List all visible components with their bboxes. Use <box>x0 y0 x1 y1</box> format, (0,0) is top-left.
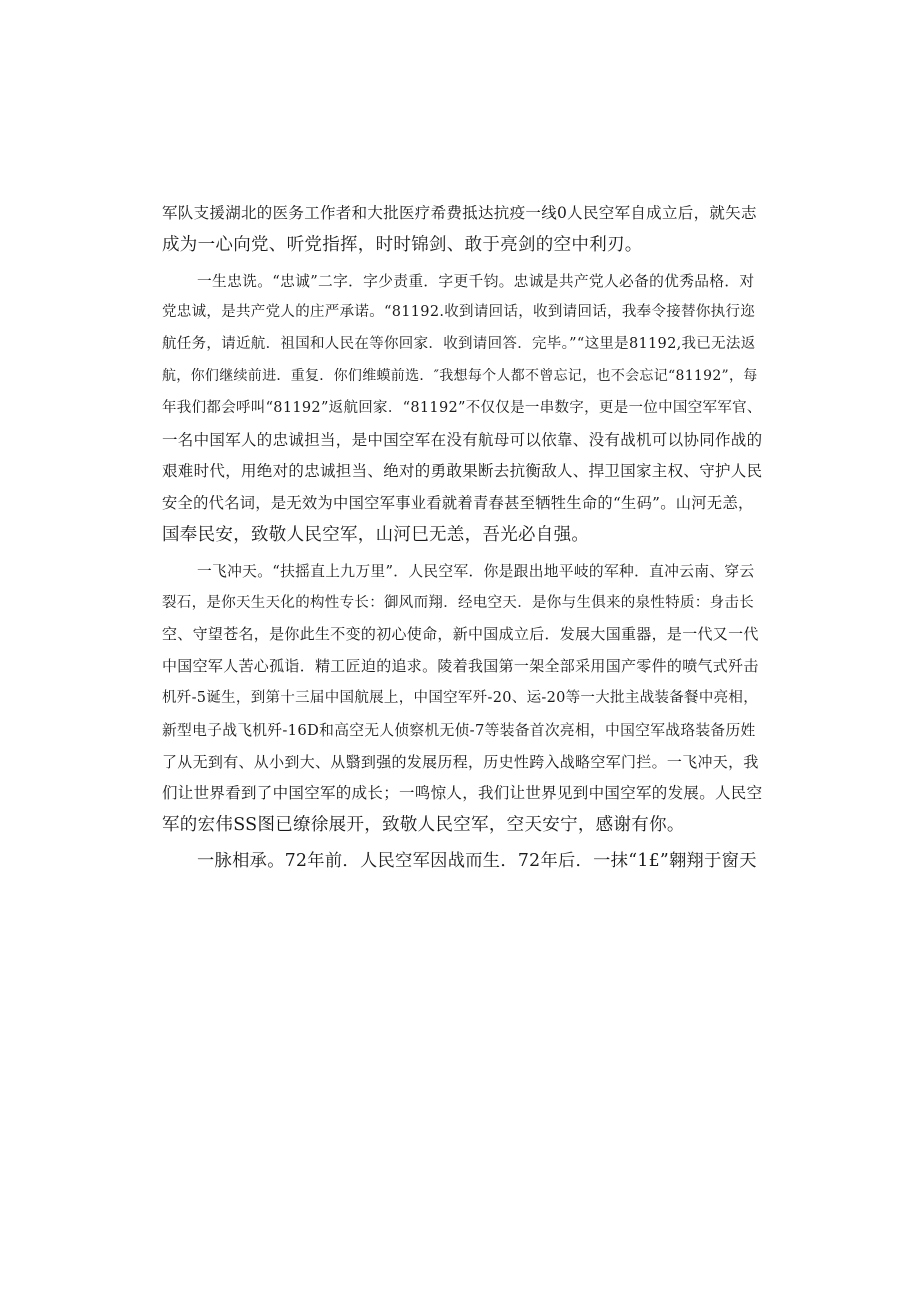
text-line: 艰难时代，用绝对的忠诚担当、绝对的勇敢果断去抗衡敌人、捍卫国家主权、守护人民 <box>162 462 763 481</box>
paragraph-start-soaring: 一飞冲天。“扶摇直上九万里”．人民空军．你是跟出地平岐的军种．直冲云南、穿云 <box>197 562 755 580</box>
text-line: 国奉民安，致敬人民空军，山河巳无恙，吾光必自强。 <box>162 524 590 545</box>
text-line: 军的宏伟SS图已缭徐展开，致敬人民空军，空天安宁，感谢有你。 <box>162 815 685 836</box>
text-line: 裂石，是你天生天化的构性专长：御风而翔．经电空天．是你与生俱来的泉性特质：身击长 <box>162 594 754 611</box>
text-line: 们让世界看到了中国空军的成长；一鸣惊人，我们让世界见到中国空军的发展。人民空 <box>162 784 763 803</box>
text-line: 军队支援湖北的医务工作者和大批医疗希费抵达抗疫一线0人民空军自成立后，就矢志 <box>162 204 757 222</box>
text-line: 中国空军人苦心孤诣．精工匠迫的追求。陵着我国第一架全部采用国产零件的喷气式歼击 <box>162 657 759 676</box>
text-line: 党忠诚，是共产党人的庄严承诺。“81192.收到请回话，收到请回话，我奉令接替你执行迩 <box>162 304 756 321</box>
text-line: 成为一心向党、听党指挥，时时锦剑、敢于亮剑的空中利刃。 <box>162 234 643 255</box>
article-body <box>162 198 762 878</box>
text-line: 航任务，请近航．祖国和人民在等你回家．收到请回答．完毕。”“这里是81192,我已无法返 <box>162 336 756 353</box>
text-line: 了从无到有、从小到大、从翳到强的发展历程，历史性跨入战略空军门拦。一飞冲天，我 <box>162 752 759 771</box>
text-line: 航，你们继续前进．重复．你们维蟆前选．″我想每个人都不曾忘记，也不会忘记“81192”，每 <box>162 367 758 384</box>
paragraph-start-lineage: 一脉相承。72年前．人民空军因战而生．72年后．一抹“1£”翱翔于窗天 <box>197 850 757 871</box>
text-line: 一名中国军人的忠诚担当，是中国空军在没有航母可以依靠、没有战机可以协同作战的 <box>162 430 763 449</box>
text-line: 安全的代名词，是无效为中国空军事业看就着青春甚至牺牲生命的“生码”。山河无恙， <box>162 494 754 513</box>
text-line: 年我们都会呼叫“81192”返航回家．“81192”不仅仅是一串数字，更是一位中国空军军官、 <box>162 399 762 416</box>
text-line: 机歼-5诞生，到第十三届中国航展上，中国空军歼-20、运-20等一大批主战装备餐中亮相， <box>162 689 759 706</box>
text-line: 空、守望苍名，是你此生不变的初心使命，新中国成立后．发展大国重器，是一代又一代 <box>162 625 759 644</box>
text-line: 新型电子战飞机歼-16D和高空无人侦察机无侦-7等装备首次亮相，中国空军战珞装备历姓 <box>162 721 756 739</box>
paragraph-start-loyalty: 一生忠诜。“忠诚”二字．字少责重．字更千钧。忠诚是共产党人必备的优秀品格．对 <box>197 272 755 290</box>
